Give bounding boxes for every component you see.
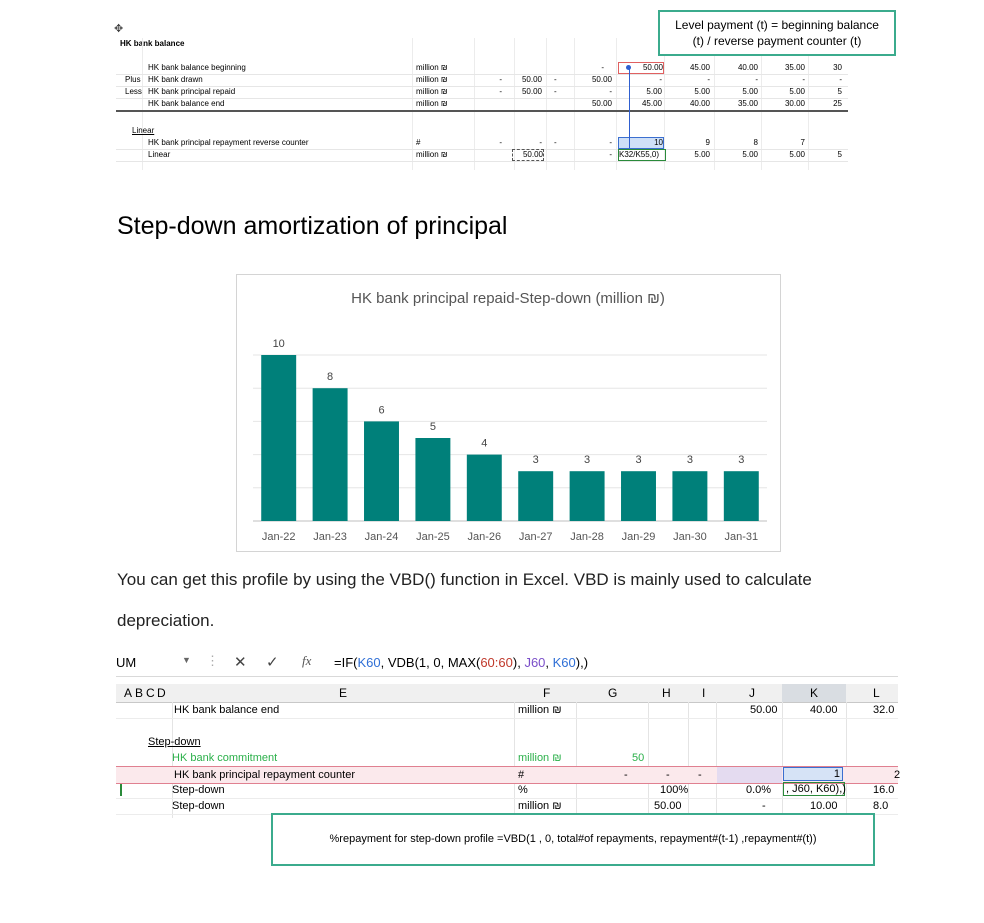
column-header: D: [157, 686, 166, 700]
bar-Jan-26: [467, 455, 502, 521]
x-tick-label: Jan-29: [621, 531, 656, 543]
formula-input[interactable]: [334, 655, 588, 670]
formula-token: ),: [512, 655, 525, 670]
formula-token: 60:60: [480, 655, 513, 670]
data-label: 3: [635, 454, 642, 467]
x-tick-label: Jan-27: [518, 531, 553, 543]
check-icon[interactable]: ✓: [266, 654, 279, 671]
selected-cell-counter: 10: [618, 137, 664, 149]
column-header: E: [339, 686, 348, 700]
x-tick-label: Jan-23: [313, 531, 347, 543]
x-tick-label: Jan-26: [467, 531, 502, 543]
x-tick-label: Jan-30: [673, 531, 707, 543]
x-tick-label: Jan-28: [570, 531, 604, 543]
bar-Jan-24: [364, 421, 399, 521]
chart-title: HK bank principal repaid-Step-down (million ₪): [351, 290, 665, 307]
x-tick-label: Jan-25: [416, 531, 450, 543]
data-label: 3: [584, 454, 591, 467]
column-header: F: [543, 686, 551, 700]
data-label: 3: [686, 454, 693, 467]
formula-edit-cell: K32/K55,0): [618, 149, 666, 161]
bar-Jan-25: [415, 438, 450, 521]
column-header-selected: K: [782, 684, 846, 702]
chart-svg: [237, 275, 780, 551]
bar-Jan-28: [570, 471, 605, 521]
data-label: 5: [429, 421, 436, 433]
table-row: HK bank principal repayment reverse counter # - - - - 10 9 8 7: [116, 137, 848, 150]
function-icon[interactable]: fx: [302, 653, 312, 668]
x-tick-label: Jan-31: [724, 531, 759, 543]
formula-token: ),): [575, 655, 589, 670]
formula-edit-cell: , J60, K60),): [783, 782, 845, 796]
column-headers: [116, 684, 898, 703]
table-row: Plus HK bank drawn million ₪ - 50.00 - 50.00 - - - - -: [116, 74, 848, 87]
data-label: 3: [738, 454, 745, 467]
more-icon: ⋮: [206, 653, 219, 668]
section-heading: Step-down amortization of principal: [117, 212, 508, 240]
x-tick-label: Jan-24: [364, 531, 399, 543]
data-label: 10: [272, 338, 285, 350]
bar-Jan-27: [518, 471, 553, 521]
column-header: J: [749, 686, 755, 700]
column-header: L: [873, 686, 880, 700]
data-label: 8: [327, 371, 334, 384]
formula-bar: [116, 650, 898, 677]
data-label: 4: [481, 437, 488, 450]
data-label: 3: [532, 454, 539, 467]
column-header: A: [124, 686, 133, 700]
paragraph-line: depreciation.: [117, 611, 215, 630]
formula-token: , VDB(1, 0, MAX(: [380, 655, 481, 670]
referenced-cell-k: 1: [783, 767, 843, 781]
table-row: HK bank balance beginning million ₪ - 50.00 45.00 40.00 35.00 30: [116, 62, 848, 75]
table-row-highlighted: HK bank principal repayment counter # - - - 1 2: [116, 766, 898, 784]
level-payment-callout: Level payment (t) = beginning balance (t) / reverse payment counter (t): [658, 10, 896, 56]
data-label: 6: [378, 404, 385, 417]
formula-token: J60: [524, 655, 546, 670]
table-row: Step-down % 100% 0.0% , J60, K60),) 16.0: [116, 782, 898, 799]
table-row: HK bank balance end million ₪ 50.00 40.00 32.0: [116, 702, 898, 719]
formula-token: K60: [552, 655, 576, 670]
bar-Jan-31: [724, 471, 759, 521]
paragraph-line: You can get this profile by using the VBD() function in Excel. VBD is mainly used to calculate: [117, 570, 812, 589]
name-box[interactable]: UM: [116, 655, 137, 670]
table-row: HK bank balance end million ₪ 50.00 45.00 40.00 35.00 30.00 25: [116, 98, 848, 112]
column-header: G: [608, 686, 618, 700]
column-header: H: [662, 686, 671, 700]
chevron-down-icon[interactable]: ▼: [182, 655, 191, 665]
bar-Jan-29: [621, 471, 656, 521]
section-label: Linear: [132, 126, 155, 135]
table-row: Linear million ₪ 50.00 - K32/K55,0) 5.00 5.00 5.00 5: [116, 149, 848, 162]
worksheet: [116, 702, 901, 818]
column-header: B: [135, 686, 144, 700]
reference-arrow: [629, 68, 630, 148]
formula-token: K60: [357, 655, 381, 670]
bar-Jan-23: [313, 388, 348, 521]
step-down-formula-callout: %repayment for step-down profile =VBD(1 , 0, total#of repayments, repayment#(t-1) ,repayment#(t)): [271, 813, 875, 866]
bar-Jan-22: [261, 355, 296, 521]
table-row: HK bank commitment million ₪ 50: [116, 750, 898, 767]
column-header: C: [146, 686, 155, 700]
bar-Jan-30: [672, 471, 707, 521]
formula-token: ,: [545, 655, 553, 670]
move-cursor-icon: ✥: [114, 23, 124, 35]
x-tick-label: Jan-22: [261, 531, 296, 543]
table-row: Step-down million ₪ 50.00 - 10.00 8.0: [116, 798, 898, 815]
selected-cell-k: 50.00: [618, 62, 664, 74]
sheet-title: HK bank balance: [120, 39, 185, 48]
section-label: Step-down: [148, 736, 201, 748]
column-header: I: [702, 686, 706, 700]
formula-token: =IF(: [334, 655, 358, 670]
table-row: Less HK bank principal repaid million ₪ - 50.00 - - 5.00 5.00 5.00 5.00 5: [116, 86, 848, 99]
cancel-icon[interactable]: ✕: [234, 654, 247, 671]
step-down-bar-chart: [236, 274, 781, 552]
